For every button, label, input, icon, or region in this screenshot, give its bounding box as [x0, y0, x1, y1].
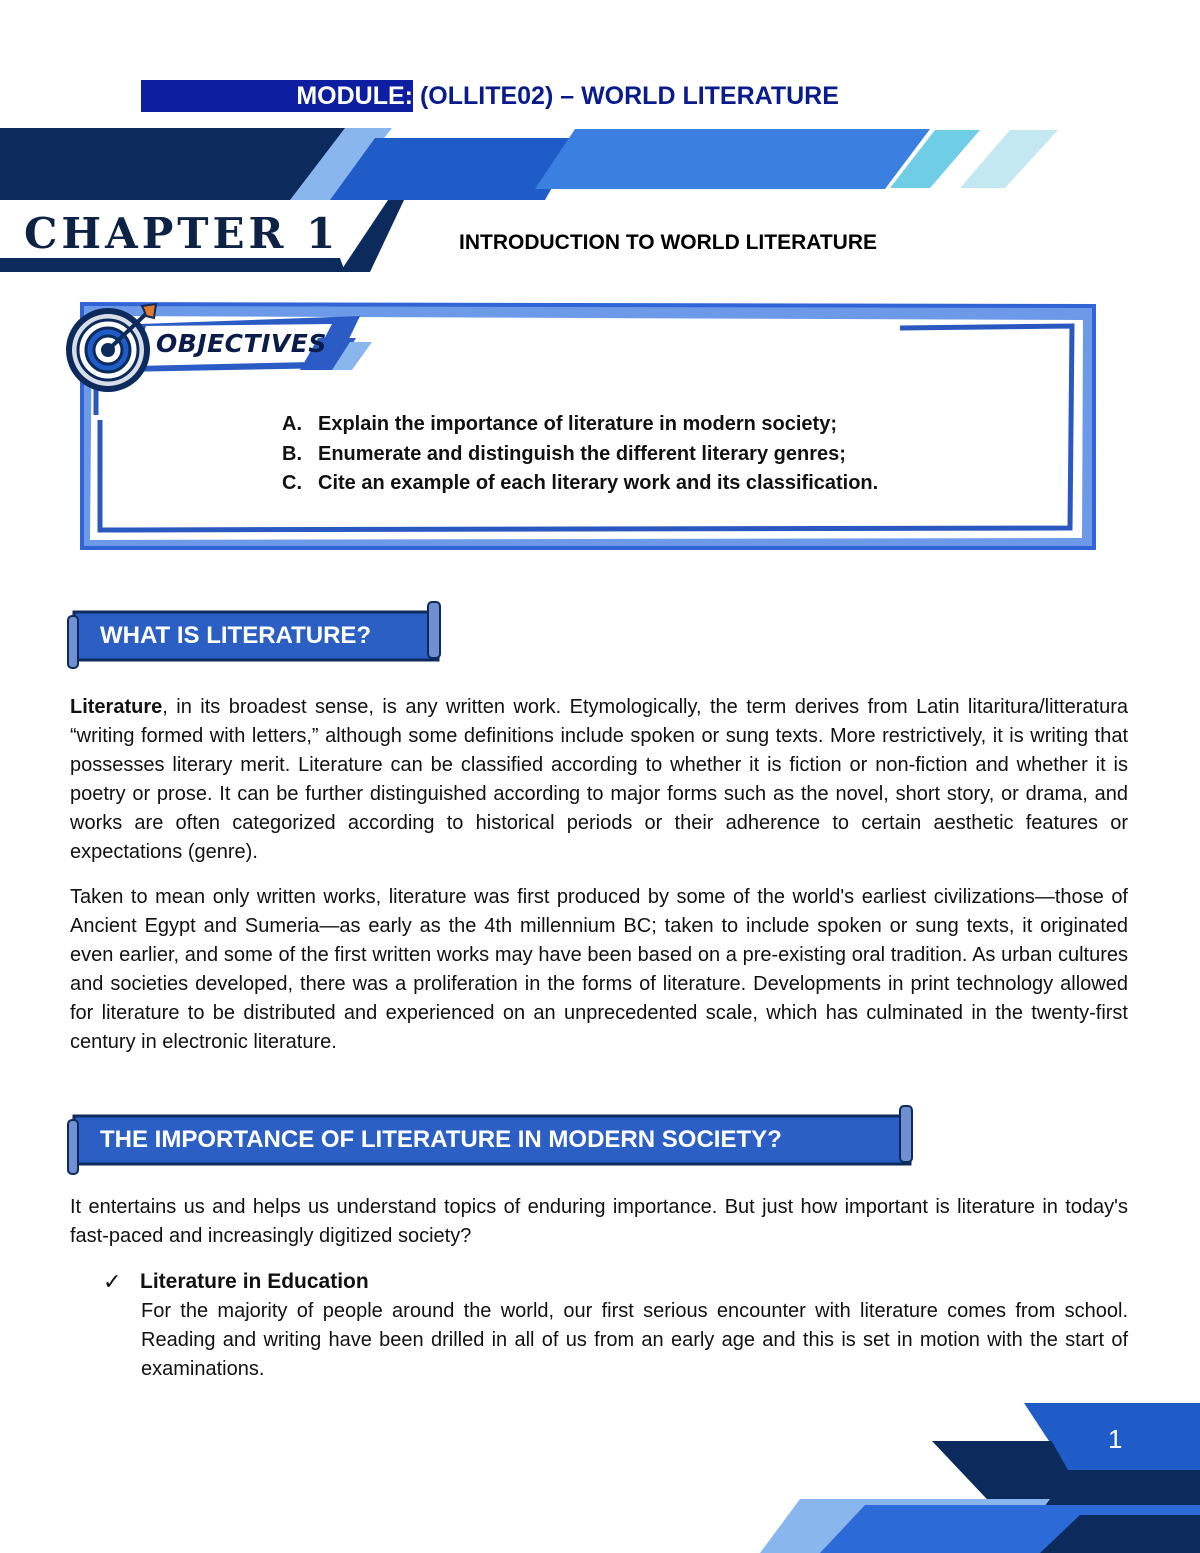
term-literature: Literature: [70, 696, 163, 718]
chapter-title: INTRODUCTION TO WORLD LITERATURE: [459, 231, 878, 254]
item-title-education: Literature in Education: [140, 1270, 369, 1293]
objectives-heading: OBJECTIVES: [156, 329, 327, 358]
chapter-label: CHAPTER 1: [24, 209, 340, 258]
module-label: MODULE:: [296, 82, 413, 110]
objective-item: [282, 440, 878, 470]
section-heading-what-is-literature: WHAT IS LITERATURE?: [100, 622, 372, 649]
objective-letter: B.: [282, 442, 302, 465]
paragraph-history: Taken to mean only written works, literature was first produced by some of the world's earliest civilizations—those of Ancient Egypt and Sumeria—as early as the 4th millennium BC; taken to include spoken or sung texts, it originated even earlier, and some of the first written works may have been based on a pre-existing oral tradition. As urban cultures and societies developed, there was a proliferation in the forms of literature. Developments in print technology allowed for literature to be distributed and experienced on an unprecedented scale, which has culminated in the twenty-first century in electronic literature.: [70, 886, 1128, 1053]
footer-decoration: [0, 1395, 1200, 1553]
checkmark-icon: ✓: [103, 1269, 122, 1294]
objective-text: Enumerate and distinguish the different literary genres;: [318, 442, 846, 465]
paragraph-importance-intro: It entertains us and helps us understand topics of enduring importance. But just how important is literature in today's fast-paced and increasingly digitized society?: [70, 1196, 1128, 1247]
objective-text: Explain the importance of literature in modern society;: [318, 413, 837, 435]
section-heading-importance: THE IMPORTANCE OF LITERATURE IN MODERN SOCIETY?: [100, 1126, 782, 1153]
definition-text: , in its broadest sense, is any written work. Etymologically, the term derives from Latin litaritura/litteratura “writing formed with letters,” although some definitions include spoken or sung texts. More restrictively, it is writing that possesses literary merit. Literature can be classified according to whether it is fiction or non-fiction and whether it is poetry or prose. It can be further distinguished according to major forms such as the novel, short story, or drama, and works are often categorized according to historical periods or their adherence to certain aesthetic features or expectations (genre).: [70, 696, 1128, 863]
objective-letter: C.: [282, 472, 302, 494]
paragraph-definition: [70, 693, 1128, 867]
module-title: (OLLITE02) – WORLD LITERATURE: [413, 82, 839, 110]
objective-letter: A.: [282, 413, 302, 435]
objective-item: [282, 410, 878, 440]
objective-item: [282, 469, 878, 499]
module-heading: [141, 80, 1041, 112]
page-number: 1: [1108, 1424, 1123, 1454]
objective-text: Cite an example of each literary work and its classification.: [318, 472, 879, 494]
item-body-education: For the majority of people around the world, our first serious encounter with literature comes from school. Reading and writing have been drilled in all of us from an early age and this is set in motion with the start of examinations.: [141, 1300, 1128, 1380]
target-icon: [62, 300, 162, 400]
objectives-list: [282, 410, 878, 499]
